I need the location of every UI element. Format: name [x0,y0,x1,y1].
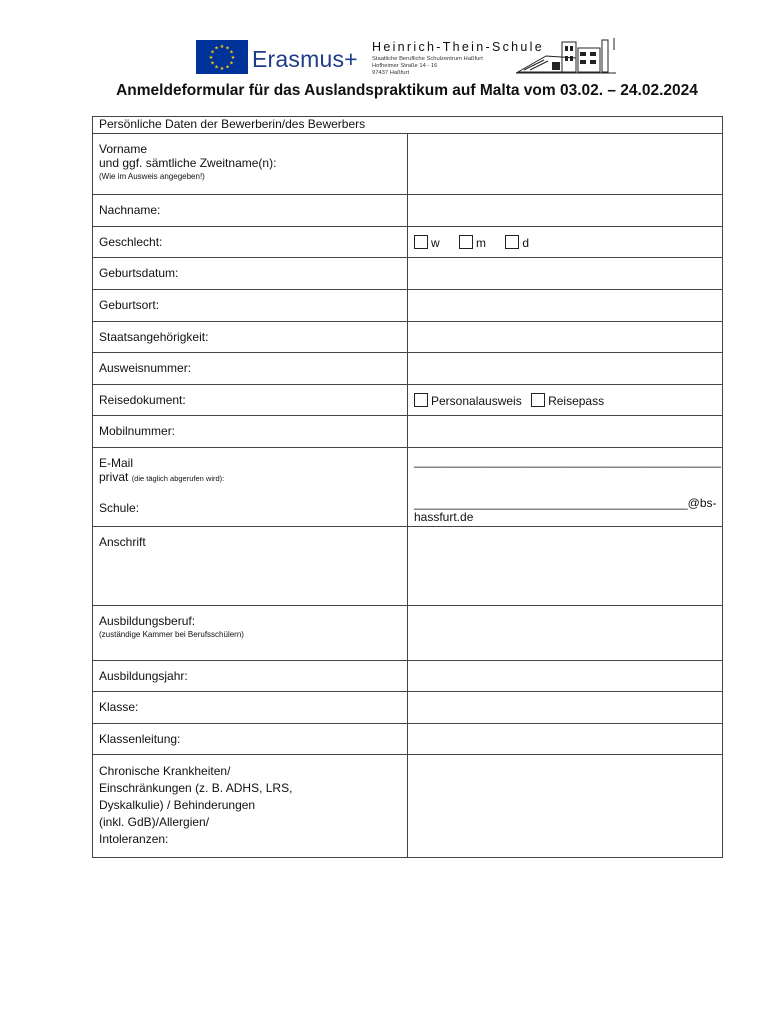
anschrift-label-cell [93,527,408,606]
ausbildungsberuf-label-cell [93,606,408,661]
geschlecht-label-cell [93,227,408,258]
email-input-cell [408,448,723,527]
email-label: E-Mail [99,456,134,470]
eu-star-icon: ★ [219,44,225,50]
eu-star-icon: ★ [225,64,230,71]
eu-star-icon: ★ [219,66,225,72]
form-row-vorname [93,134,723,195]
label-line: Dyskalkulie) / Behinderungen [99,798,256,812]
email-label-cell [93,448,408,527]
mobilnummer-input-cell[interactable] [408,416,723,448]
klasse-input-cell[interactable] [408,692,723,724]
reisedokument-option-reisepass[interactable] [531,393,604,408]
eu-flag-logo [196,40,248,74]
reisedokument-options-cell [408,385,723,416]
email-privat-label [99,470,401,484]
option-label: d [522,236,530,250]
staatsangehoerigkeit-label: Staatsangehörigkeit: [99,330,209,344]
anschrift-label: Anschrift [99,535,146,549]
option-label: Reisepass [548,394,605,408]
chronische-krankheiten-label [93,755,408,858]
school-address-line: Hofheimer Straße 14 - 16 [372,63,438,69]
form-row-staatsangehoerigkeit [93,322,723,353]
klassenleitung-label: Klassenleitung: [99,732,181,746]
form-row-klasse [93,692,723,724]
form-row-geburtsort [93,290,723,322]
ausbildungsberuf-input-cell[interactable] [408,606,723,661]
email-schule-line: _________________________________________ [414,496,688,510]
email-domain: @bs-hassfurt.de [414,496,717,524]
eu-star-icon: ★ [230,55,236,61]
eu-star-icon: ★ [229,60,234,67]
ausweisnummer-label-cell [93,353,408,385]
klassenleitung-label-cell [93,724,408,755]
ausweisnummer-input-cell[interactable] [408,353,723,385]
ausbildungsjahr-input-cell[interactable] [408,661,723,692]
geschlecht-options-cell [408,227,723,258]
nachname-label: Nachname: [99,203,161,217]
checkbox[interactable] [531,393,545,407]
ausweisnummer-label: Ausweisnummer: [99,361,192,375]
vorname-note: (Wie im Ausweis angegeben!) [99,172,205,181]
form-row-ausbildungsberuf [93,606,723,661]
vorname-label [93,134,408,195]
form-row-reisedokument [93,385,723,416]
ausbildungsberuf-note: (zuständige Kammer bei Berufsschülern) [99,630,244,639]
ausbildungsjahr-label-cell [93,661,408,692]
section-heading-row [93,117,723,134]
zweitname-label-line: und ggf. sämtliche Zweitname(n): [99,156,277,170]
reisedokument-label: Reisedokument: [99,393,186,407]
form-row-geburtsdatum [93,258,723,290]
school-address-line: Staatliche Berufliche Schulzentrum Haßfurt [372,56,483,62]
chronische-krankheiten-input-cell[interactable] [408,755,723,858]
eu-star-icon: ★ [225,45,230,52]
geschlecht-option-m[interactable] [459,235,486,250]
school-address [372,56,483,77]
form-title: Anmeldeformular für das Auslandspraktikum auf Malta vom 03.02. – 24.02.2024 [116,82,698,99]
nachname-label-cell [93,195,408,227]
label-line: Einschränkungen (z. B. ADHS, LRS, [99,781,293,795]
geburtsdatum-input-cell[interactable] [408,258,723,290]
email-schule-input[interactable] [414,496,716,524]
eu-star-icon: ★ [210,49,215,56]
staatsangehoerigkeit-input-cell[interactable] [408,322,723,353]
option-label: Personalausweis [431,394,522,408]
label-line: Intoleranzen: [99,832,169,846]
option-label: w [431,236,440,250]
eu-star-icon: ★ [214,64,219,71]
ausbildungsjahr-label: Ausbildungsjahr: [99,669,188,683]
mobilnummer-label-cell [93,416,408,448]
reisedokument-option-personalausweis[interactable] [414,393,522,408]
checkbox[interactable] [414,393,428,407]
school-name: Heinrich-Thein-Schule [372,40,544,54]
checkbox[interactable] [505,235,519,249]
nachname-input-cell[interactable] [408,195,723,227]
eu-star-icon: ★ [210,60,215,67]
form-row-anschrift [93,527,723,606]
ausbildungsberuf-label: Ausbildungsberuf: [99,614,196,628]
form-row-nachname [93,195,723,227]
vorname-label-line: Vorname [99,142,148,156]
email-privat-text: privat [99,470,129,484]
email-schule-label: Schule: [99,501,140,515]
form-row-ausweisnummer [93,353,723,385]
vorname-input-cell[interactable] [408,134,723,195]
form-row-klassenleitung [93,724,723,755]
application-form-table [92,116,723,858]
reisedokument-label-cell [93,385,408,416]
geburtsort-label: Geburtsort: [99,298,160,312]
geschlecht-label: Geschlecht: [99,235,163,249]
school-address-line: 97437 Haßfurt [372,70,410,76]
option-label: m [476,236,487,250]
checkbox[interactable] [414,235,428,249]
eu-star-icon: ★ [208,55,214,61]
section-heading: Persönliche Daten der Bewerberin/des Bewerbers [93,117,723,134]
geschlecht-option-w[interactable] [414,235,440,250]
geschlecht-option-d[interactable] [505,235,529,250]
klasse-label: Klasse: [99,700,139,714]
geburtsort-input-cell[interactable] [408,290,723,322]
label-line: Chronische Krankheiten/ [99,764,231,778]
anschrift-input-cell[interactable] [408,527,723,606]
klasse-label-cell [93,692,408,724]
erasmus-logo-text: Erasmus+ [252,46,358,72]
eu-star-icon: ★ [229,49,234,56]
geburtsdatum-label-cell [93,258,408,290]
email-privat-note: (die täglich abgerufen wird): [131,474,225,483]
staatsangehoerigkeit-label-cell [93,322,408,353]
form-row-chronische-krankheiten [93,755,723,858]
document-header [0,0,770,80]
eu-star-icon: ★ [214,45,219,52]
form-row-ausbildungsjahr [93,661,723,692]
school-building-logo [516,36,624,76]
mobilnummer-label: Mobilnummer: [99,424,176,438]
form-row-geschlecht [93,227,723,258]
label-line: (inkl. GdB)/Allergien/ [99,815,210,829]
form-row-email [93,448,723,527]
checkbox[interactable] [459,235,473,249]
geburtsdatum-label: Geburtsdatum: [99,266,179,280]
klassenleitung-input-cell[interactable] [408,724,723,755]
geburtsort-label-cell [93,290,408,322]
email-privat-input[interactable]: ______________________________________________ [414,454,721,468]
form-row-mobilnummer [93,416,723,448]
